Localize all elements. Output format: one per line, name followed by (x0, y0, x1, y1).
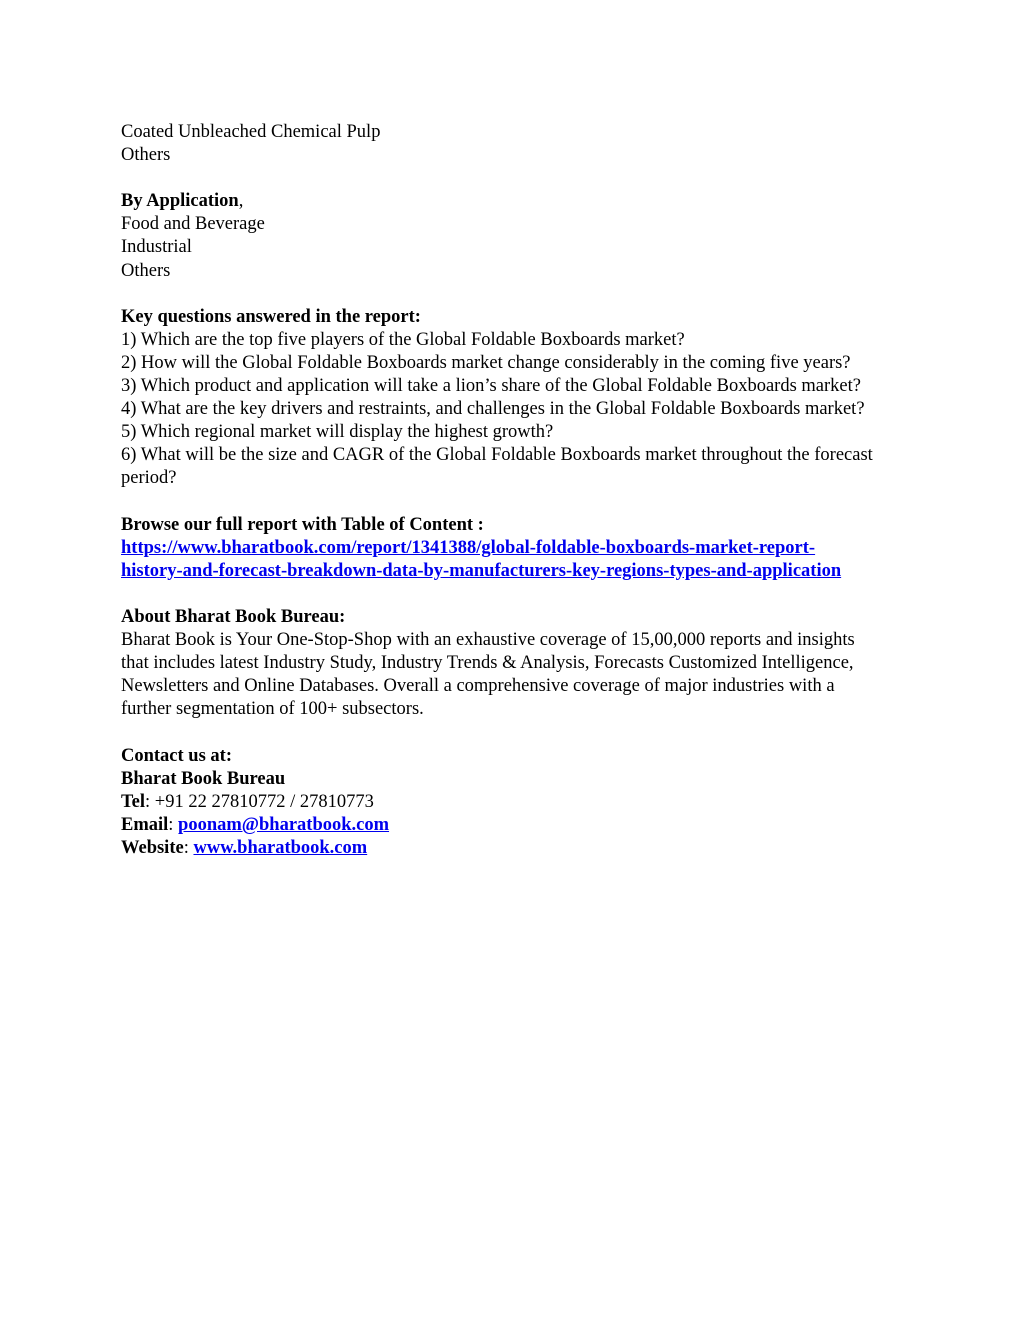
application-item: Industrial (121, 237, 192, 258)
website-link[interactable]: www.bharatbook.com (193, 837, 368, 858)
report-link-wrapper (121, 560, 921, 583)
report-link-line1[interactable]: https://www.bharatbook.com/report/1341388/global-foldable-boxboards-market-report- (121, 537, 816, 558)
spacer (121, 721, 921, 744)
type-item: Others (121, 145, 171, 166)
spacer (121, 491, 921, 514)
website-separator: : (183, 837, 194, 858)
tel-value: : +91 22 27810772 / 27810773 (145, 791, 374, 812)
contact-email-line (121, 814, 921, 837)
question-item: 3) Which product and application will take a lion’s share of the Global Foldable Boxboards market? (121, 376, 861, 397)
application-heading-line (121, 190, 921, 213)
question-item: 2) How will the Global Foldable Boxboards market change considerably in the coming five years? (121, 352, 851, 373)
tel-label: Tel (121, 791, 145, 812)
browse-heading: Browse our full report with Table of Content : (121, 514, 484, 535)
question-item: 4) What are the key drivers and restraints, and challenges in the Global Foldable Boxboards market? (121, 399, 865, 420)
contact-website-line (121, 837, 921, 860)
email-link[interactable]: poonam@bharatbook.com (178, 814, 390, 835)
email-label: Email (121, 814, 169, 835)
questions-heading: Key questions answered in the report: (121, 306, 421, 327)
document-page (121, 121, 921, 860)
application-item: Food and Beverage (121, 214, 265, 235)
spacer (121, 583, 921, 606)
contact-tel-line (121, 791, 921, 814)
contact-company: Bharat Book Bureau (121, 768, 286, 789)
report-link-wrapper (121, 537, 921, 560)
about-heading: About Bharat Book Bureau: (121, 606, 346, 627)
type-item: Coated Unbleached Chemical Pulp (121, 122, 381, 142)
spacer (121, 167, 921, 190)
application-heading-suffix: , (238, 191, 244, 212)
spacer (121, 283, 921, 306)
application-heading: By Application (121, 191, 239, 212)
application-item: Others (121, 260, 171, 281)
question-item: 1) Which are the top five players of the Global Foldable Boxboards market? (121, 329, 685, 350)
about-body: Bharat Book is Your One-Stop-Shop with an exhaustive coverage of 15,00,000 reports and insights that includes latest Industry Study, Industry Trends & Analysis, Forecasts Customized Intelligence, Newsletters and Online Databases. Overall a comprehensive coverage of major industries with a further segmentation of 100+ subsectors. (121, 630, 855, 720)
website-label: Website (121, 837, 184, 858)
email-separator: : (168, 814, 179, 835)
question-item: 5) Which regional market will display the highest growth? (121, 422, 554, 443)
report-link-line2[interactable]: history-and-forecast-breakdown-data-by-manufacturers-key-regions-types-and-application (121, 560, 842, 581)
question-item: 6) What will be the size and CAGR of the Global Foldable Boxboards market throughout the forecast period? (121, 445, 873, 489)
contact-heading: Contact us at: (121, 745, 232, 766)
